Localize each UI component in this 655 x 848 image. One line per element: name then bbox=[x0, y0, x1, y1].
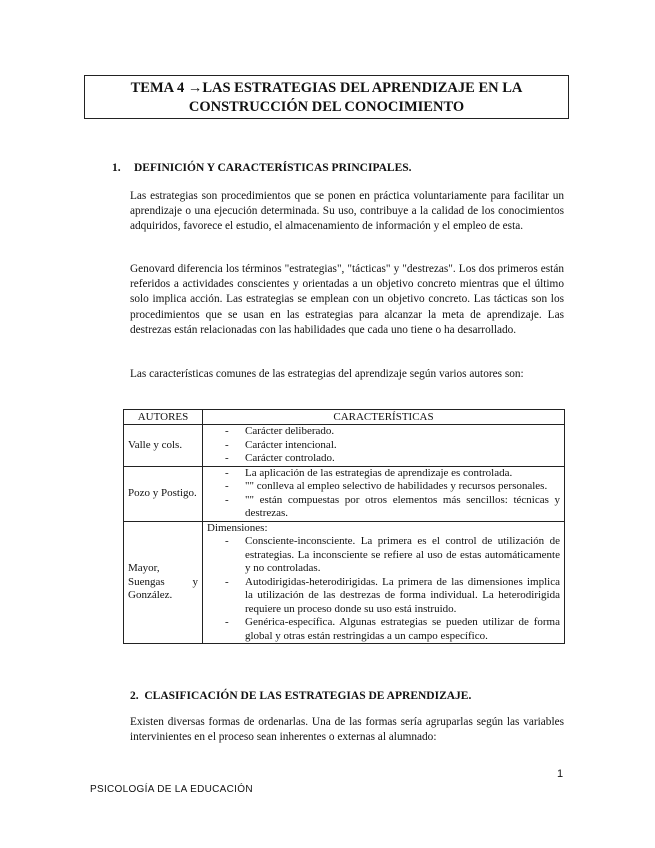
table-author-cell: Pozo y Postigo. bbox=[124, 466, 203, 521]
title-line-2: CONSTRUCCIÓN DEL CONOCIMIENTO bbox=[188, 99, 465, 115]
characteristics-table bbox=[123, 409, 565, 644]
table-characteristics-cell bbox=[203, 466, 565, 521]
list-item: - Consciente-inconsciente. La primera es el control de utilización de estrategias. La inconsciente se refiere al uso de estas automáticamente y no controladas. bbox=[207, 535, 560, 576]
list-item: - Genérica-específica. Algunas estrategias se pueden utilizar de forma global y otras están restringidas a un campo específico. bbox=[207, 616, 560, 643]
footer-text: PSICOLOGÍA DE LA EDUCACIÓN bbox=[90, 784, 253, 795]
table-row bbox=[124, 521, 565, 644]
title-line-1: TEMA 4 →LAS ESTRATEGIAS DEL APRENDIZAJE EN LA bbox=[130, 80, 523, 96]
page-number: 1 bbox=[557, 768, 564, 780]
characteristics-list bbox=[207, 467, 560, 521]
section-2-heading bbox=[130, 690, 471, 702]
characteristics-list bbox=[207, 425, 560, 466]
table-author-cell: Mayor, Suengas y González. bbox=[124, 521, 203, 644]
table-row bbox=[124, 466, 565, 521]
dimensions-label: Dimensiones: bbox=[207, 521, 268, 534]
paragraph-definition: Las estrategias son procedimientos que se ponen en práctica voluntariamente para facilitar un aprendizaje o una ejecución determinada. Su uso, contribuye a la calidad de los conocimientos adquiridos, favorece el estudio, el almacenamiento de información y el empleo de esta. bbox=[130, 190, 564, 233]
paragraph-characteristics-intro: Las características comunes de las estrategias del aprendizaje según varios autores son: bbox=[130, 368, 524, 380]
table-header-row bbox=[124, 410, 565, 425]
list-item: - Carácter intencional. bbox=[207, 439, 560, 453]
section-2-number: 2. bbox=[130, 690, 139, 702]
paragraph-classification: Existen diversas formas de ordenarlas. Una de las formas sería agruparlas según las variables intervinientes en el proceso sean inherentes o externas al alumnado: bbox=[130, 716, 564, 744]
table-characteristics-cell bbox=[203, 425, 565, 467]
section-1-number: 1. bbox=[112, 162, 121, 174]
document-title-box bbox=[84, 75, 569, 119]
section-1-title: DEFINICIÓN Y CARACTERÍSTICAS PRINCIPALES. bbox=[134, 162, 412, 174]
characteristics-list bbox=[207, 535, 560, 643]
list-item: - "" están compuestas por otros elementos más sencillos: técnicas y destrezas. bbox=[207, 494, 560, 521]
section-2-title: CLASIFICACIÓN DE LAS ESTRATEGIAS DE APRENDIZAJE. bbox=[144, 690, 472, 702]
table-author-cell: Valle y cols. bbox=[124, 425, 203, 467]
list-item: - "" conlleva al empleo selectivo de habilidades y recursos personales. bbox=[207, 480, 560, 494]
paragraph-genovard: Genovard diferencia los términos "estrategias", "tácticas" y "destrezas". Los dos primeros están referidos a actividades conscientes y orientadas a un objetivo concreto mientras que el último solo implica acción. Las estrategias se emplean con un objetivo concreto. Las tácticas son los procedimientos que se usan en las estrategias para alcanzar la meta de aprendizaje. Las destrezas están relacionadas con las habilidades que cada uno tiene o ha desarrollado. bbox=[130, 263, 564, 336]
table-header-authors: AUTORES bbox=[124, 410, 203, 425]
table-row bbox=[124, 425, 565, 467]
list-item: - Autodirigidas-heterodirigidas. La primera de las dimensiones implica la utilización de las destrezas de forma individual. La heterodirigida requiere un proceso donde su uso está instruido. bbox=[207, 576, 560, 617]
table-characteristics-cell bbox=[203, 521, 565, 644]
section-1-heading bbox=[112, 162, 412, 174]
table-header-characteristics: CARACTERÍSTICAS bbox=[203, 410, 565, 425]
list-item: - Carácter controlado. bbox=[207, 452, 560, 466]
list-item: - La aplicación de las estrategias de aprendizaje es controlada. bbox=[207, 467, 560, 481]
list-item: - Carácter deliberado. bbox=[207, 425, 560, 439]
